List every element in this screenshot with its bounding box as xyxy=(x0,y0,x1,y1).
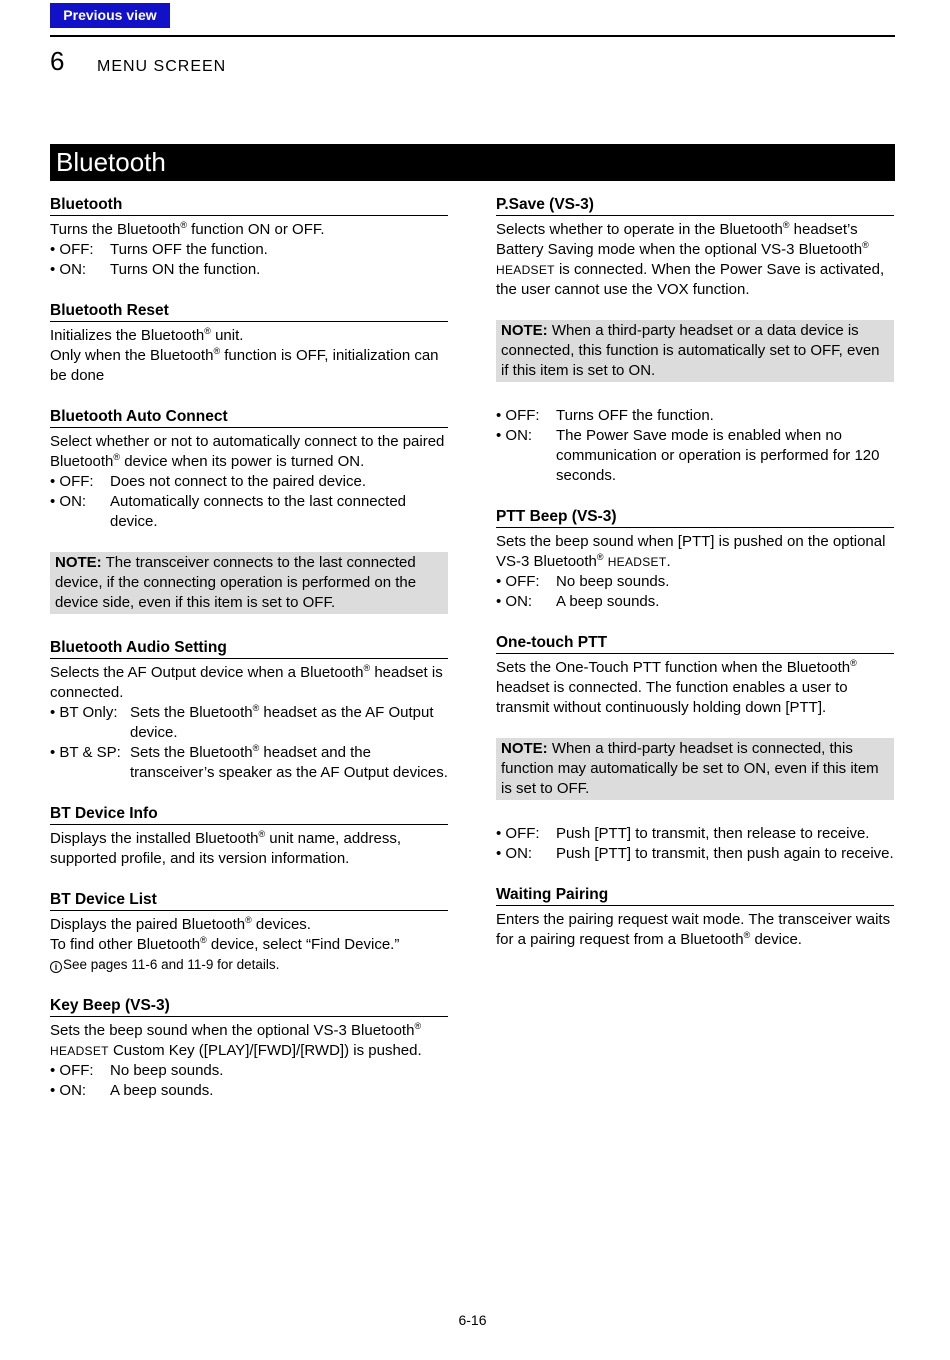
note-box: NOTE: The transceiver connects to the last connected device, if the connecting operation is performed on the device side, even if this item is set to OFF. xyxy=(50,552,448,614)
bluetooth-auto-connect-section xyxy=(50,407,448,532)
section-description: Only when the Bluetooth® function is OFF, initialization can be done xyxy=(50,346,439,384)
option-on: • ON: Push [PTT] to transmit, then push again to receive. xyxy=(496,845,894,862)
section-description: Displays the installed Bluetooth® unit name, address, supported profile, and its version information. xyxy=(50,829,402,867)
option-on: • ON: A beep sounds. xyxy=(50,1082,214,1099)
right-column xyxy=(496,195,894,971)
option-off: • OFF: Push [PTT] to transmit, then release to receive. xyxy=(496,825,870,842)
section-title: PTT Beep (VS-3) xyxy=(496,507,894,528)
previous-view-button[interactable]: Previous view xyxy=(50,3,170,28)
left-column xyxy=(50,195,448,1122)
option-off: • OFF: No beep sounds. xyxy=(50,1062,224,1079)
section-title: Bluetooth Reset xyxy=(50,301,448,322)
option-off: • OFF: Turns OFF the function. xyxy=(50,241,268,258)
banner-title: Bluetooth xyxy=(56,147,166,177)
ptt-beep-section xyxy=(496,507,894,612)
bt-device-list-section xyxy=(50,890,448,974)
section-description: Sets the beep sound when [PTT] is pushed on the optional VS-3 Bluetooth® HEADSET. xyxy=(496,533,886,570)
section-description: Sets the One-Touch PTT function when the Bluetooth® headset is connected. The function enables a user to transmit without continuously holding down [PTT]. xyxy=(496,658,857,716)
see-reference: i See pages 11-6 and 11-9 for details. xyxy=(50,955,448,974)
p-save-options xyxy=(496,406,894,486)
section-description: Turns the Bluetooth® function ON or OFF. xyxy=(50,220,325,238)
key-beep-section xyxy=(50,996,448,1101)
bt-device-info-section xyxy=(50,804,448,869)
option-on: • ON: Automatically connects to the last connected device. xyxy=(50,493,407,530)
bluetooth-section xyxy=(50,195,448,280)
section-title: Bluetooth xyxy=(50,195,448,216)
info-icon: i xyxy=(50,961,62,973)
section-description: Selects whether to operate in the Bluetooth® headset’s Battery Saving mode when the optional VS-3 Bluetooth® HEADSET is connected. When the Power Save is activated, the user cannot use the VOX function. xyxy=(496,220,885,298)
section-description: Displays the paired Bluetooth® devices. xyxy=(50,915,311,933)
page-number: 6-16 xyxy=(458,1312,487,1328)
bluetooth-audio-setting-section xyxy=(50,638,448,783)
section-title: BT Device Info xyxy=(50,804,448,825)
waiting-pairing-section xyxy=(496,885,894,950)
one-touch-ptt-section xyxy=(496,633,894,718)
note-box: NOTE: When a third-party headset or a data device is connected, this function is automatically set to OFF, even if this item is set to ON. xyxy=(496,320,894,382)
section-description: Select whether or not to automatically connect to the paired Bluetooth® device when its power is turned ON. xyxy=(50,433,445,470)
section-description: Initializes the Bluetooth® unit. xyxy=(50,326,244,344)
section-description: To find other Bluetooth® device, select “Find Device.” xyxy=(50,935,400,953)
section-description: Sets the beep sound when the optional VS-3 Bluetooth® HEADSET Custom Key ([PLAY]/[FWD]/[RWD]) is pushed. xyxy=(50,1021,422,1059)
section-title: P.Save (VS-3) xyxy=(496,195,894,216)
option-on: • ON: A beep sounds. xyxy=(496,593,660,610)
bluetooth-reset-section xyxy=(50,301,448,386)
option-off: • OFF: Does not connect to the paired device. xyxy=(50,473,366,490)
section-title: Bluetooth Auto Connect xyxy=(50,407,448,428)
section-title: Key Beep (VS-3) xyxy=(50,996,448,1017)
option-on: • ON: Turns ON the function. xyxy=(50,261,261,278)
one-touch-ptt-options xyxy=(496,824,894,864)
section-description: Selects the AF Output device when a Bluetooth® headset is connected. xyxy=(50,663,443,701)
chapter-number: 6 xyxy=(50,46,65,76)
option-bt-only: • BT Only: Sets the Bluetooth® headset as the AF Output device. xyxy=(50,703,434,741)
chapter-title: MENU SCREEN xyxy=(97,58,227,75)
section-title: Bluetooth Audio Setting xyxy=(50,638,448,659)
section-description: Enters the pairing request wait mode. The transceiver waits for a pairing request from a Bluetooth® device. xyxy=(496,911,891,948)
note-box: NOTE: When a third-party headset is connected, this function may automatically be set to ON, even if this item is set to OFF. xyxy=(496,738,894,800)
section-title: Waiting Pairing xyxy=(496,885,894,906)
section-banner xyxy=(50,144,895,181)
section-title: BT Device List xyxy=(50,890,448,911)
option-bt-sp: • BT & SP: Sets the Bluetooth® headset and the transceiver’s speaker as the AF Output devices. xyxy=(50,743,448,781)
option-off: • OFF: No beep sounds. xyxy=(496,573,670,590)
p-save-section xyxy=(496,195,894,300)
section-title: One-touch PTT xyxy=(496,633,894,654)
header-rule xyxy=(50,35,895,37)
option-on: • ON: The Power Save mode is enabled when no communication or operation is performed for 120 seconds. xyxy=(496,427,880,484)
option-off: • OFF: Turns OFF the function. xyxy=(496,407,714,424)
